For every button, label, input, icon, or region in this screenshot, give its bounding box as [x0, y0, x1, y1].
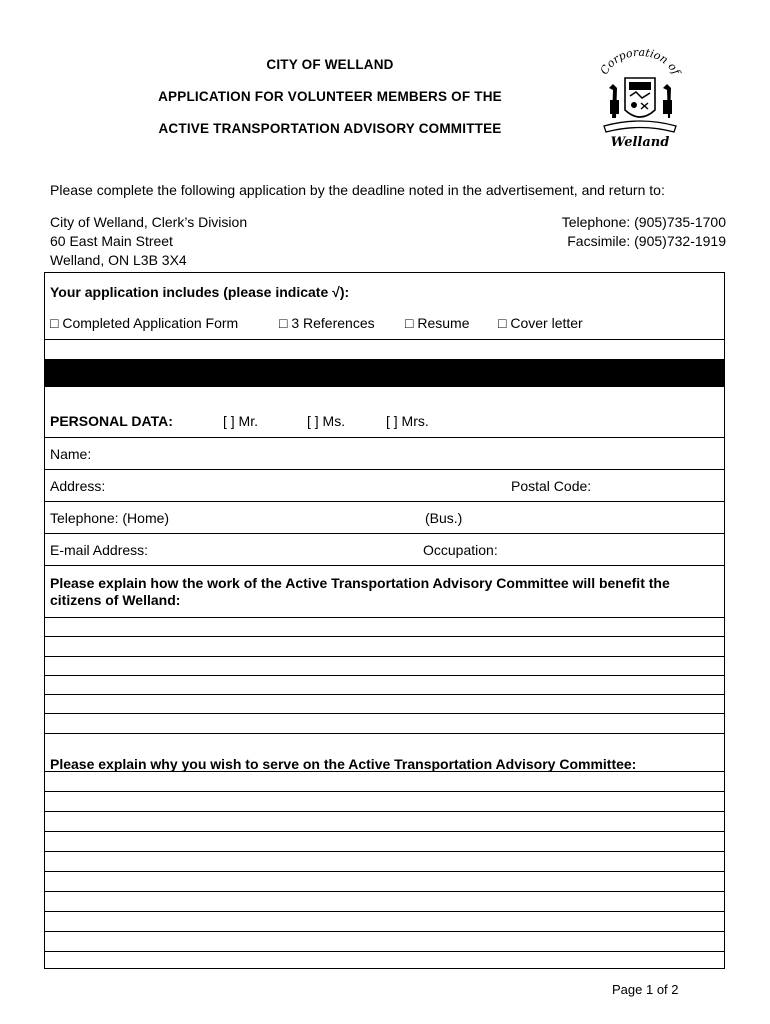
checkbox-mr[interactable]: [ ] Mr.	[223, 413, 258, 429]
application-form	[44, 272, 725, 969]
question-benefit: Please explain how the work of the Active Transportation Advisory Committee will benefit the citizens of Welland:	[50, 575, 670, 608]
address-line1: City of Welland, Clerk’s Division	[50, 214, 248, 230]
checkbox-ms[interactable]: [ ] Ms.	[307, 413, 346, 429]
answer-line[interactable]	[45, 675, 724, 676]
return-address	[50, 213, 247, 270]
answer-line[interactable]	[45, 891, 724, 892]
email-field[interactable]: E-mail Address:	[50, 542, 149, 558]
checkbox-completed-application[interactable]: □ Completed Application Form	[50, 315, 239, 331]
answer-line[interactable]	[45, 831, 724, 832]
answer-line[interactable]	[45, 694, 724, 695]
answer-line[interactable]	[45, 851, 724, 852]
fax-number: Facsimile: (905)732-1919	[567, 233, 726, 249]
row-divider	[45, 437, 724, 438]
question-why-serve: Please explain why you wish to serve on the Active Transportation Advisory Committee:	[50, 756, 637, 772]
answer-line[interactable]	[45, 656, 724, 657]
includes-heading: Your application includes (please indicate √):	[50, 284, 350, 300]
answer-line[interactable]	[45, 733, 724, 734]
answer-line[interactable]	[45, 713, 724, 714]
answer-line[interactable]	[45, 871, 724, 872]
answer-line[interactable]	[45, 931, 724, 932]
name-field[interactable]: Name:	[50, 446, 92, 462]
answer-line[interactable]	[45, 951, 724, 952]
address-line2: 60 East Main Street	[50, 233, 173, 249]
address-line3: Welland, ON L3B 3X4	[50, 252, 187, 268]
postal-code-field[interactable]: Postal Code:	[511, 478, 592, 494]
row-divider	[45, 501, 724, 502]
page-number: Page 1 of 2	[612, 982, 679, 997]
row-divider	[45, 469, 724, 470]
city-seal-icon	[592, 46, 688, 150]
doc-title: CITY OF WELLAND	[266, 57, 394, 72]
seal-bottom-text: Welland	[610, 135, 670, 150]
contact-info	[480, 213, 726, 251]
doc-subtitle-line1: APPLICATION FOR VOLUNTEER MEMBERS OF THE	[158, 89, 502, 104]
personal-data-heading: PERSONAL DATA:	[50, 413, 173, 429]
section-divider-bar	[45, 359, 724, 387]
address-field[interactable]: Address:	[50, 478, 106, 494]
answer-line[interactable]	[45, 791, 724, 792]
business-telephone-field[interactable]: (Bus.)	[425, 510, 463, 526]
row-divider	[45, 565, 724, 566]
svg-text:Corporation of	[598, 46, 684, 78]
row-divider	[45, 533, 724, 534]
checkbox-cover-letter[interactable]: □ Cover letter	[498, 315, 583, 331]
occupation-field[interactable]: Occupation:	[423, 542, 498, 558]
doc-subtitle-line2: ACTIVE TRANSPORTATION ADVISORY COMMITTEE	[158, 121, 502, 136]
checkbox-references[interactable]: □ 3 References	[279, 315, 375, 331]
row-divider	[45, 339, 724, 340]
intro-text: Please complete the following application by the deadline noted in the advertisement, and return to:	[50, 182, 665, 198]
answer-line[interactable]	[45, 771, 724, 772]
answer-line[interactable]	[45, 617, 724, 618]
answer-line[interactable]	[45, 911, 724, 912]
checkbox-mrs[interactable]: [ ] Mrs.	[386, 413, 429, 429]
seal-top-text: Corporation of	[597, 46, 683, 77]
answer-line[interactable]	[45, 811, 724, 812]
telephone-number: Telephone: (905)735-1700	[561, 214, 726, 230]
answer-line[interactable]	[45, 636, 724, 637]
checkbox-resume[interactable]: □ Resume	[405, 315, 470, 331]
home-telephone-field[interactable]: Telephone: (Home)	[50, 510, 170, 526]
